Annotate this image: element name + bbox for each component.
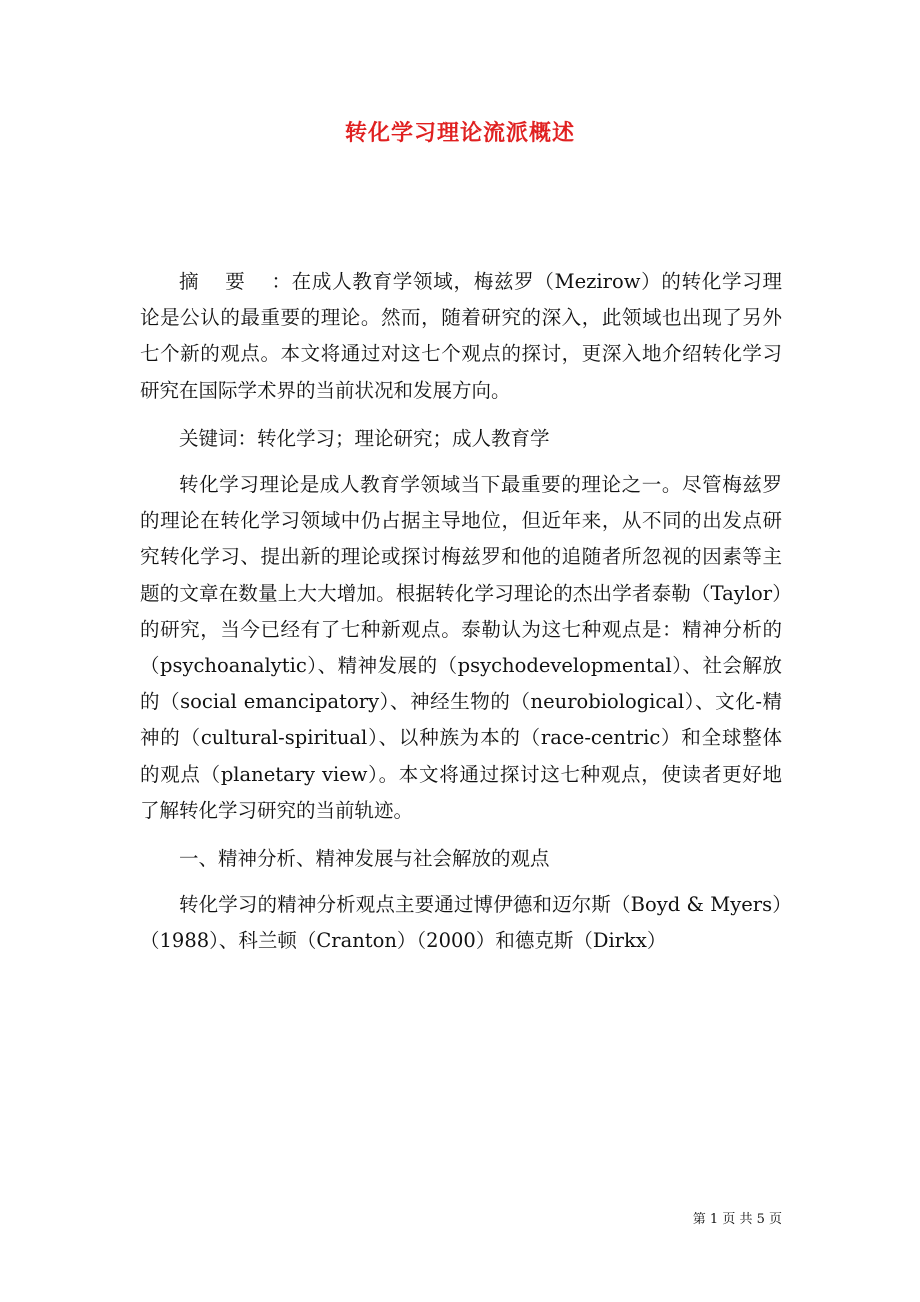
body-paragraph: 转化学习理论是成人教育学领域当下最重要的理论之一。尽管梅兹罗的理论在转化学习领域中仍占据主导地位，但近年来，从不同的出发点研究转化学习、提出新的理论或探讨梅兹罗和他的追随者所忽视的因素等主题的文章在数量上大大增加。根据转化学习理论的杰出学者泰勒（Taylor）的研究，当今已经有了七种新观点。泰勒认为这七种观点是：精神分析的（psychoanalytic）、精神发展的（psychodevelopmental）、社会解放的（social emancipatory）、神经生物的（neurobiological）、文化-精神的（cultural-spiritual）、以种族为本的（race-centric）和全球整体的观点（planetary view）。本文将通过探讨这七种观点，使读者更好地了解转化学习研究的当前轨迹。 xyxy=(140,473,782,822)
section-heading: 一、精神分析、精神发展与社会解放的观点 xyxy=(179,847,550,871)
abstract-text: ：在成人教育学领域，梅兹罗（Mezirow）的转化学习理论是公认的最重要的理论。然而，随着研究的深入，此领域也出现了另外七个新的观点。本文将通过对这七个观点的探讨，更深入地介绍转化学习研究在国际学术界的当前状况和发展方向。 xyxy=(140,270,782,402)
abstract-label: 摘要 xyxy=(179,270,272,293)
keywords-paragraph: 关键词：转化学习；理论研究；成人教育学 xyxy=(179,426,550,450)
page-number: 第 1 页 共 5 页 xyxy=(692,1212,782,1227)
page-title: 转化学习理论流派概述 xyxy=(344,120,575,146)
section-paragraph: 转化学习的精神分析观点主要通过博伊德和迈尔斯（Boyd & Myers）（1988）、科兰顿（Cranton）（2000）和德克斯（Dirkx） xyxy=(140,893,782,953)
document-body xyxy=(140,264,782,972)
abstract-paragraph xyxy=(140,264,782,409)
